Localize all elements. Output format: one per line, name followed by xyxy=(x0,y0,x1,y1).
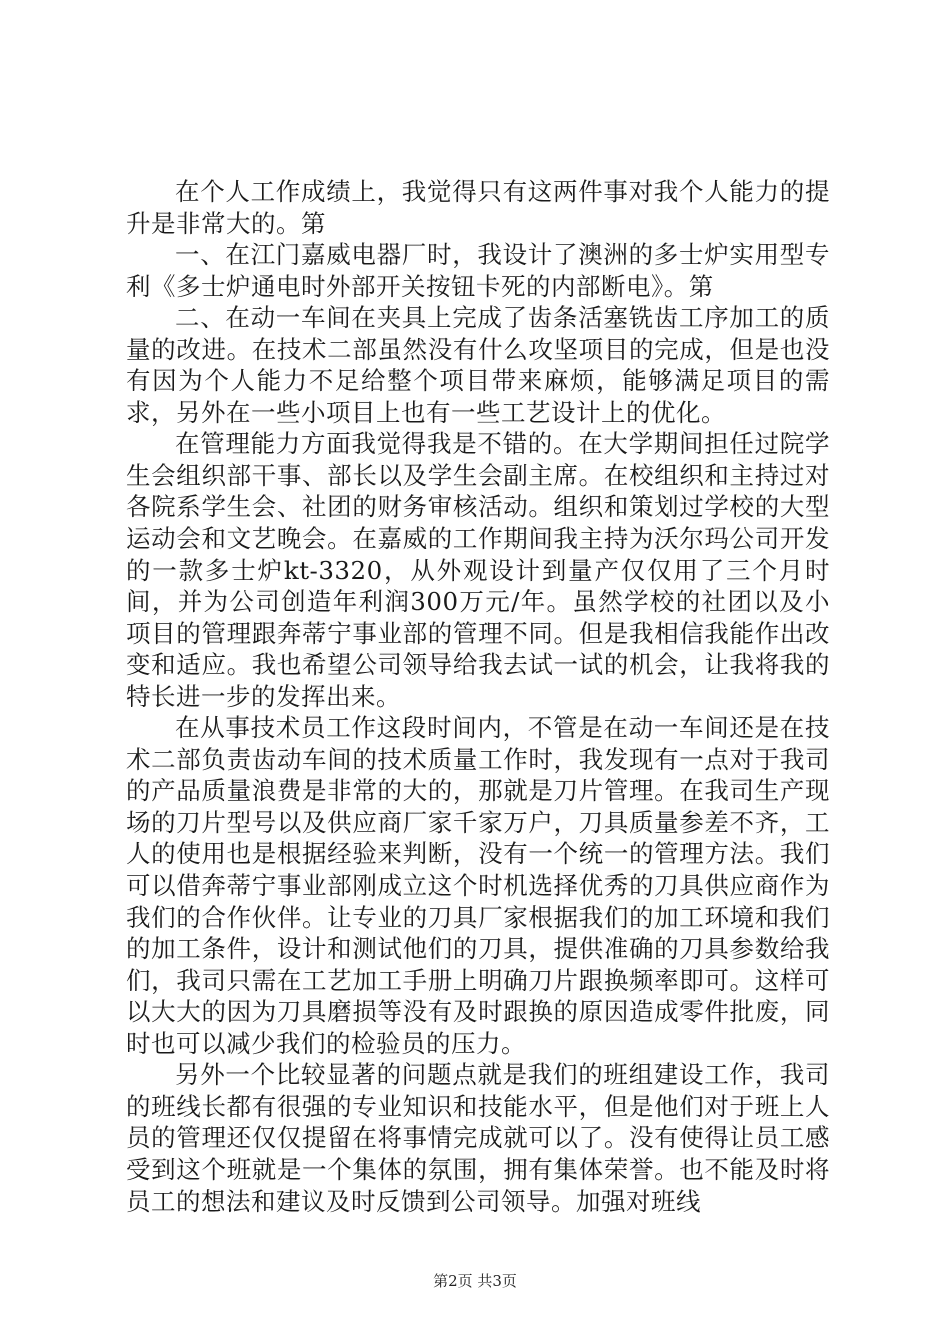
paragraph: 在从事技术员工作这段时间内，不管是在动一车间还是在技术二部负责齿动车间的技术质量工作时，我发现有一点对于我司的产品质量浪费是非常的大的，那就是刀片管理。在我司生产现场的刀片型号以及供应商厂家千家万户，刀具质量参差不齐，工人的使用也是根据经验来判断，没有一个统一的管理方法。我们可以借奔蒂宁事业部刚成立这个时机选择优秀的刀具供应商作为我们的合作伙伴。让专业的刀具厂家根据我们的加工环境和我们的加工条件，设计和测试他们的刀具，提供准确的刀具参数给我们，我司只需在工艺加工手册上明确刀片跟换频率即可。这样可以大大的因为刀具磨损等没有及时跟换的原因造成零件批废，同时也可以减少我们的检验员的压力。 xyxy=(126,713,830,1058)
paragraph: 一、在江门嘉威电器厂时，我设计了澳洲的多士炉实用型专利《多士炉通电时外部开关按钮卡死的内部断电》。第 xyxy=(126,240,830,301)
paragraph: 在管理能力方面我觉得我是不错的。在大学期间担任过院学生会组织部干事、部长以及学生会副主席。在校组织和主持过对各院系学生会、社团的财务审核活动。组织和策划过学校的大型运动会和文艺晚会。在嘉威的工作期间我主持为沃尔玛公司开发的一款多士炉kt-3320，从外观设计到量产仅仅用了三个月时间，并为公司创造年利润300万元/年。虽然学校的社团以及小项目的管理跟奔蒂宁事业部的管理不同。但是我相信我能作出改变和适应。我也希望公司领导给我去试一试的机会，让我将我的特长进一步的发挥出来。 xyxy=(126,429,830,711)
paragraph: 二、在动一车间在夹具上完成了齿条活塞铣齿工序加工的质量的改进。在技术二部虽然没有什么攻坚项目的完成，但是也没有因为个人能力不足给整个项目带来麻烦，能够满足项目的需求，另外在一些小项目上也有一些工艺设计上的优化。 xyxy=(126,303,830,427)
document-body xyxy=(126,176,830,1217)
page-number-footer: 第2页 共3页 xyxy=(433,1272,517,1290)
paragraph: 另外一个比较显著的问题点就是我们的班组建设工作，我司的班线长都有很强的专业知识和技能水平，但是他们对于班上人员的管理还仅仅提留在将事情完成就可以了。没有使得让员工感受到这个班就是一个集体的氛围，拥有集体荣誉。也不能及时将员工的想法和建议及时反馈到公司领导。加强对班线 xyxy=(126,1060,830,1216)
paragraph: 在个人工作成绩上，我觉得只有这两件事对我个人能力的提升是非常大的。第 xyxy=(126,177,830,238)
